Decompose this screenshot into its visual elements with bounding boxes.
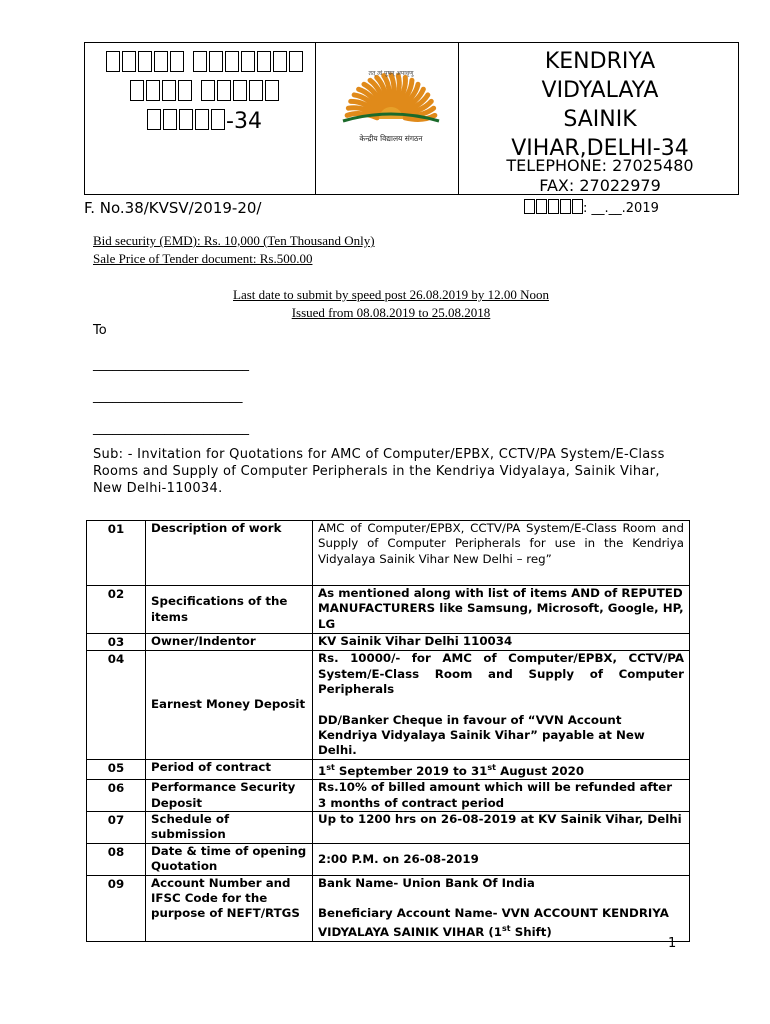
address-line: ________________________ (93, 421, 249, 436)
file-number: F. No.38/KVSV/2019-20/ (84, 199, 262, 217)
row-label: Owner/Indentor (146, 634, 313, 651)
divider (315, 43, 316, 194)
row-number: 08 (87, 843, 146, 875)
ordinal-suffix: st (502, 924, 511, 934)
tender-details-table (86, 520, 690, 942)
address-line: ________________________ (93, 357, 249, 372)
row-number: 09 (87, 875, 146, 941)
to-label: To (93, 323, 107, 338)
row-label: Description of work (146, 521, 313, 586)
issued-from: Issued from 08.08.2019 to 25.08.2018 (291, 305, 491, 320)
table-row (87, 843, 690, 875)
subject-line: Sub: - Invitation for Quotations for AMC of Computer/EPBX, CCTV/PA System/E-Class Rooms and Supply of Computer Peripherals in the Kendriya Vidyalaya, Sainik Vihar, New Delhi-110034. (93, 447, 665, 496)
table-row (87, 875, 690, 941)
title-line: VIDYALAYA (541, 78, 659, 103)
ordinal-suffix: st (326, 762, 335, 772)
row-number: 01 (87, 521, 146, 586)
row-value (313, 875, 690, 941)
sun-emblem-icon (325, 49, 457, 149)
address-line: _______________________ (93, 389, 243, 404)
hindi-pin-suffix: -34 (226, 109, 262, 134)
fax: FAX: 27022979 (539, 176, 661, 195)
row-label: Specifications of the items (146, 586, 313, 634)
sale-price: Sale Price of Tender document: Rs.500.00 (93, 251, 313, 266)
bank-name: Bank Name- Union Bank Of India (318, 875, 535, 890)
period-text: 1 (318, 763, 327, 778)
divider (458, 43, 459, 194)
row-number: 05 (87, 759, 146, 779)
date-value: : __.__.2019 (583, 201, 659, 216)
table-row (87, 811, 690, 843)
row-number: 02 (87, 586, 146, 634)
row-value: 2:00 P.M. on 26-08-2019 (313, 843, 690, 875)
logo-motto: तत् त्वं पूषन् अपावृणु (368, 70, 414, 77)
row-label: Period of contract (146, 759, 313, 779)
date-field (523, 199, 659, 216)
row-label: Earnest Money Deposit (146, 651, 313, 759)
beneficiary-text: Shift) (510, 925, 552, 940)
row-value: As mentioned along with list of items AND of REPUTED MANUFACTURERS like Samsung, Microsoft, Google, HP, LG (313, 586, 690, 634)
beneficiary-text: Beneficiary Account Name- VVN ACCOUNT KENDRIYA VIDYALAYA SAINIK VIHAR (1 (318, 906, 669, 940)
table-row (87, 759, 690, 779)
table-row (87, 780, 690, 812)
page-number: 1 (668, 936, 677, 951)
row-number: 04 (87, 651, 146, 759)
row-value: Up to 1200 hrs on 26-08-2019 at KV Sainik Vihar, Delhi (313, 811, 690, 843)
ordinal-suffix: st (487, 762, 496, 772)
last-date: Last date to submit by speed post 26.08.2019 by 12.00 Noon (233, 287, 549, 302)
english-school-name (461, 47, 739, 163)
row-value: KV Sainik Vihar Delhi 110034 (313, 634, 690, 651)
row-label: Schedule of submission (146, 811, 313, 843)
beneficiary-name (318, 906, 684, 941)
table-row (87, 634, 690, 651)
telephone: TELEPHONE: 27025480 (506, 156, 694, 175)
bid-security: Bid security (EMD): Rs. 10,000 (Ten Thousand Only) (93, 233, 375, 248)
row-value: Rs.10% of billed amount which will be refunded after 3 months of contract period (313, 780, 690, 812)
row-number: 06 (87, 780, 146, 812)
row-value (313, 651, 690, 759)
contact-info (461, 156, 739, 196)
title-line: VIHAR,DELHI-34 (511, 136, 689, 161)
row-number: 03 (87, 634, 146, 651)
emd-payment-mode: DD/Banker Cheque in favour of “VVN Account Kendriya Vidyalaya Sainik Vihar” payable at New Delhi. (318, 712, 645, 758)
row-value (313, 759, 690, 779)
kvs-logo (325, 49, 457, 149)
period-text: August 2020 (495, 763, 585, 778)
title-line: SAINIK (563, 107, 637, 132)
row-number: 07 (87, 811, 146, 843)
table-row (87, 586, 690, 634)
table-row (87, 651, 690, 759)
emd-amount: Rs. 10000/- for AMC of Computer/EPBX, CCTV/PA System/E-Class Room and Supply of Computer Peripherals (318, 651, 684, 697)
row-value: AMC of Computer/EPBX, CCTV/PA System/E-Class Room and Supply of Computer Peripherals for use in the Kendriya Vidyalaya Sainik Vihar New Delhi – reg” (313, 521, 690, 586)
hindi-school-name (99, 49, 309, 136)
row-label: Account Number and IFSC Code for the purpose of NEFT/RTGS (146, 875, 313, 941)
row-label: Performance Security Deposit (146, 780, 313, 812)
title-line: KENDRIYA (544, 49, 656, 74)
letterhead (84, 42, 739, 195)
logo-org-name: केन्द्रीय विद्यालय संगठन (359, 134, 423, 143)
row-label: Date & time of opening Quotation (146, 843, 313, 875)
period-text: September 2019 to 31 (334, 763, 488, 778)
table-row (87, 521, 690, 586)
